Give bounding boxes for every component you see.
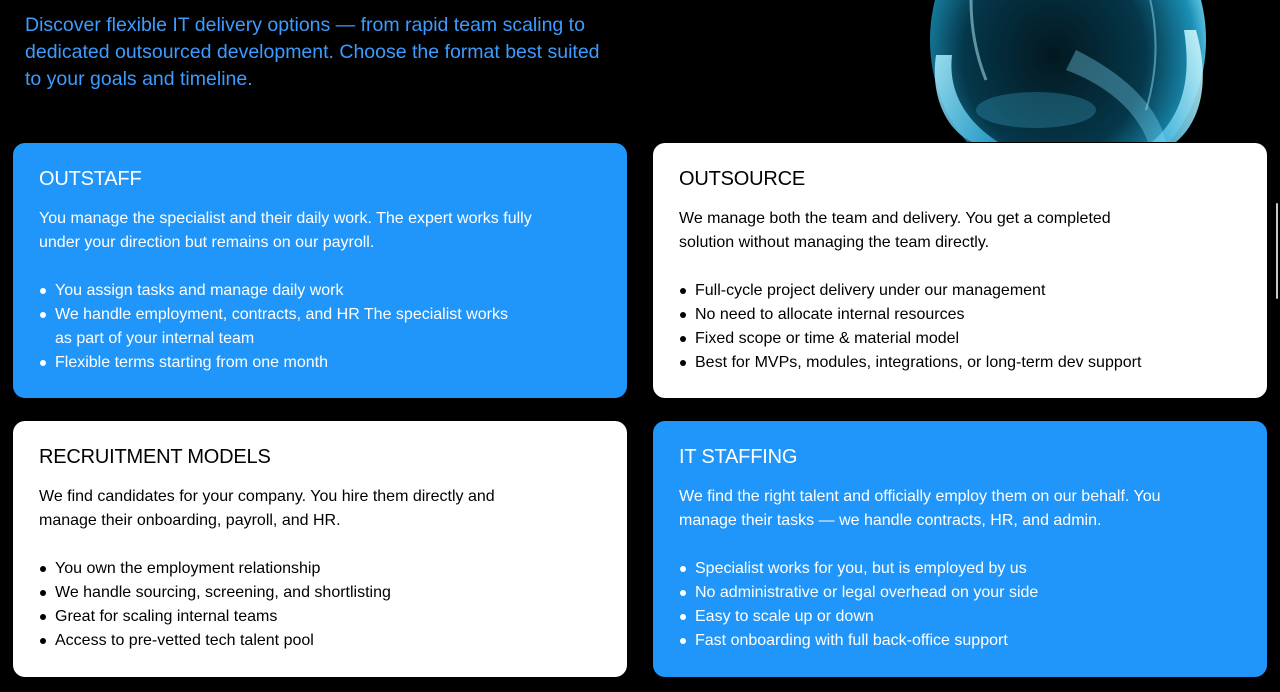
outstaff-feature-list [39, 279, 602, 375]
outsource-feature-list [679, 279, 1242, 375]
list-item: Best for MVPs, modules, integrations, or long-term dev support [679, 351, 1195, 375]
intro-text: Discover flexible IT delivery options — from rapid team scaling to dedicated outsourced development. Choose the format best suited to your goals and timeline. [25, 14, 600, 90]
list-item: You assign tasks and manage daily work [39, 279, 535, 303]
recruitment-models-feature-list [39, 557, 602, 653]
list-item: No administrative or legal overhead on your side [679, 581, 1175, 605]
list-item: No need to allocate internal resources [679, 303, 1195, 327]
outstaff-title: OUTSTAFF [39, 168, 142, 190]
outsource-card [653, 143, 1267, 398]
list-item: We handle sourcing, screening, and shortlisting [39, 581, 535, 605]
list-item: Specialist works for you, but is employed by us [679, 557, 1175, 581]
outstaff-description: You manage the specialist and their daily work. The expert works fully under your direction but remains on our payroll. [39, 210, 532, 251]
list-item: You own the employment relationship [39, 557, 535, 581]
recruitment-models-title: RECRUITMENT MODELS [39, 446, 271, 468]
list-item: Great for scaling internal teams [39, 605, 535, 629]
list-item: Easy to scale up or down [679, 605, 1175, 629]
it-staffing-feature-list [679, 557, 1242, 653]
list-item: Access to pre-vetted tech talent pool [39, 629, 535, 653]
list-item: Fast onboarding with full back-office support [679, 629, 1175, 653]
recruitment-models-card [13, 421, 627, 677]
it-staffing-description: We find the right talent and officially employ them on our behalf. You manage their tasks — we handle contracts, HR, and admin. [679, 488, 1161, 529]
list-item: Full-cycle project delivery under our management [679, 279, 1195, 303]
it-staffing-title: IT STAFFING [679, 446, 798, 468]
outstaff-card [13, 143, 627, 398]
outsource-title: OUTSOURCE [679, 168, 805, 190]
it-staffing-card [653, 421, 1267, 677]
list-item: Fixed scope or time & material model [679, 327, 1195, 351]
list-item: We handle employment, contracts, and HR The specialist works as part of your internal team [39, 303, 525, 351]
glass-sphere-icon [926, 0, 1210, 142]
list-item: Flexible terms starting from one month [39, 351, 535, 375]
outsource-description: We manage both the team and delivery. You get a completed solution without managing the team directly. [679, 210, 1111, 251]
recruitment-models-description: We find candidates for your company. You hire them directly and manage their onboarding, payroll, and HR. [39, 488, 495, 529]
scrollbar-thumb[interactable] [1276, 203, 1278, 299]
